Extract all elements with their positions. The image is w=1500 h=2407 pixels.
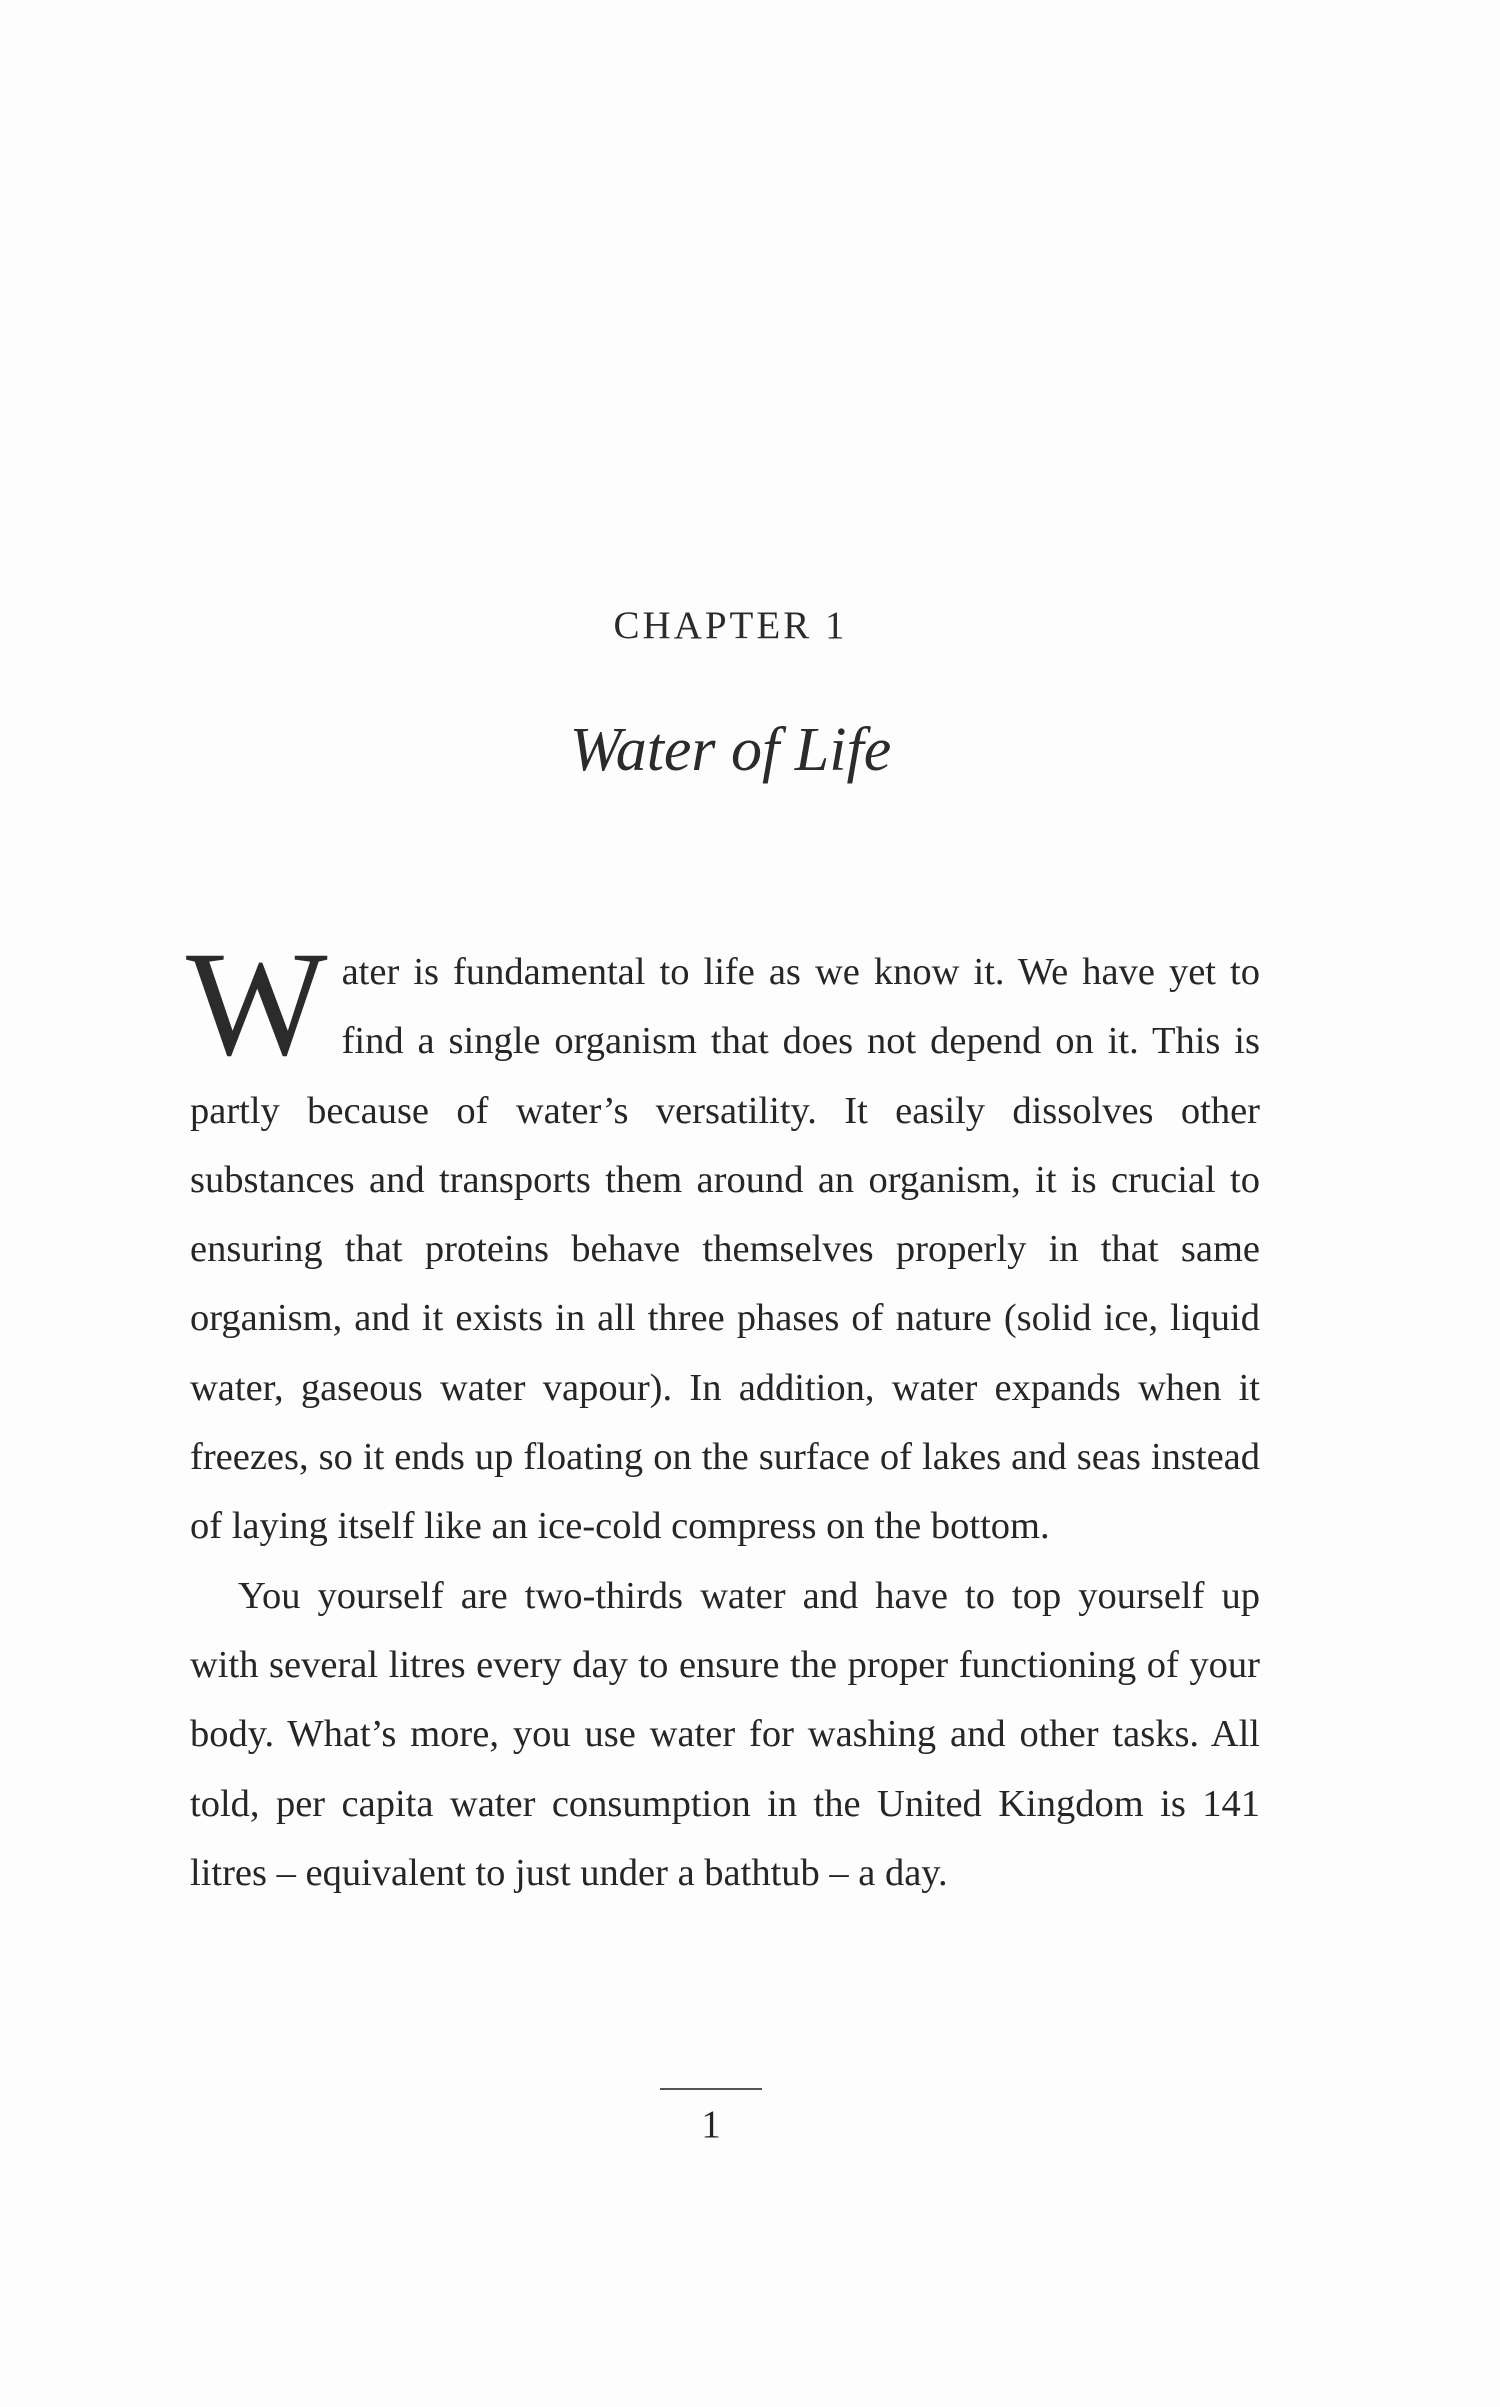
body-text — [186, 921, 1260, 1908]
chapter-title: Water of Life — [569, 716, 892, 784]
paragraph-1-text: ater is fundamental to life as we know it. We have yet to find a single organism that does not depend on it. This is partly because of water’s versatility. It easily dissolves other substances and transports them around an organism, it is crucial to ensuring that proteins behave themselves properly in that same organism, and it exists in all three phases of nature (solid ice, liquid water, gaseous water vapour). In addition, water expands when it freezes, so it ends up floating on the surface of lakes and seas instead of laying itself like an ice-cold compress on the bottom. — [190, 951, 1260, 1548]
paragraph-2: You yourself are two-thirds water and have to top yourself up with several litres every day to ensure the proper functioning of your body. What’s more, you use water for washing and other tasks. All told, per capita water consumption in the United Kingdom is 141 litres – equivalent to just under a bathtub – a day. — [190, 1574, 1260, 1894]
paragraph — [186, 921, 1260, 1562]
page-number-rule — [660, 2088, 762, 2090]
chapter-label: CHAPTER 1 — [613, 604, 848, 647]
drop-cap: W — [186, 921, 328, 1087]
page-number: 1 — [701, 2103, 721, 2146]
